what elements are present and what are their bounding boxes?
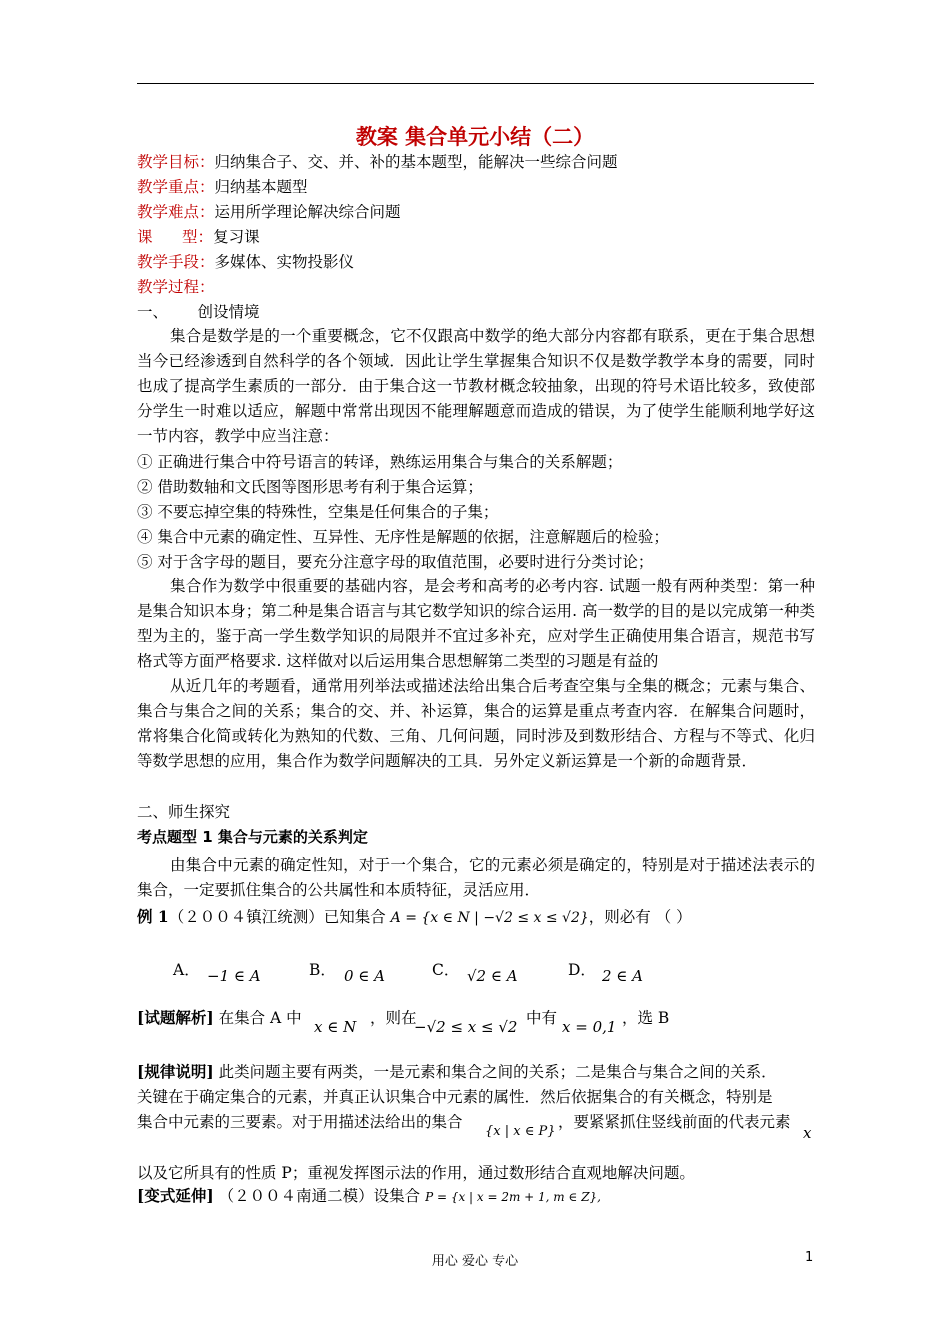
page-number: 1 [805, 1250, 814, 1265]
section-heading-2: 二、师生探究 [137, 803, 231, 821]
option-d-expr: 2 ∈ A [602, 967, 644, 985]
option-b: B． [309, 961, 336, 979]
paragraph-recent-exams: 从近几年的考题看，通常用列举法或描述法给出集合后考查空集与全集的概念；元素与集合、集合与集合之间的关系；集合的交、并、补运算，集合的运算是重点考查内容．在解集合问题时，常将集合化简或转化为熟知的代数、三角、几何问题，同时涉及到数形结合、方程与不等式、化归等数学思想的应用，集合作为数学问题解决的工具．另外定义新运算是一个新的命题背景． [137, 677, 815, 770]
option-c-expr: √2 ∈ A [467, 967, 518, 985]
rule-line-2: 关键在于确定集合的元素，并真正认识集合中元素的属性．然后依据集合的有关概念，特别是 [137, 1088, 773, 1106]
meta-focus: 教学重点：归纳基本题型 [137, 178, 308, 196]
topic-heading: 考点题型 1 集合与元素的关系判定 [137, 828, 368, 846]
meta-process: 教学过程： [137, 278, 215, 296]
analysis-text-3: 中有 [526, 1009, 558, 1027]
rule-line-1: [规律说明] 此类问题主要有两类，一是元素和集合之间的关系；二是集合与集合之间的关系． [137, 1062, 777, 1081]
list-item: ② 借助数轴和文氏图等图形思考有利于集合运算； [137, 478, 483, 496]
meta-goal: 教学目标：归纳集合子、交、并、补的基本题型，能解决一些综合问题 [137, 153, 618, 171]
set-expression: A = {x ∈ N | −√2 ≤ x ≤ √2} [390, 910, 589, 926]
analysis-math-2: −√2 ≤ x ≤ √2 [414, 1018, 518, 1036]
analysis-math-1: x ∈ N [314, 1018, 357, 1036]
paragraph-topic-intro: 由集合中元素的确定性知，对于一个集合，它的元素必须是确定的，特别是对于描述法表示的集合，一定要抓住集合的公共属性和本质特征，灵活应用． [137, 856, 815, 899]
example-1-statement: 例 1（２００４镇江统测）已知集合 A = {x ∈ N | −√2 ≤ x ≤ √2}，则必有 （ ） [137, 907, 692, 926]
list-item: ① 正确进行集合中符号语言的转译，熟练运用集合与集合的关系解题； [137, 453, 623, 471]
analysis-math-3: x = 0,1 [562, 1018, 617, 1036]
rule-set-expr: {x | x ∈ P} [485, 1124, 556, 1139]
meta-means: 教学手段：多媒体、实物投影仪 [137, 253, 355, 271]
analysis-text-4: ，选 B [622, 1009, 670, 1027]
footer-text: 用心 爱心 专心 [431, 1254, 519, 1269]
option-d: D． [568, 961, 596, 979]
variant-set-expr: P = {x | x = 2m + 1, m ∈ Z}, [425, 1190, 601, 1204]
meta-difficulty: 教学难点：运用所学理论解决综合问题 [137, 203, 401, 221]
analysis-line: [试题解析] 在集合 A 中 [137, 1008, 302, 1027]
section-heading-1: 一、 创设情境 [137, 303, 260, 321]
rule-line-3: 集合中元素的三要素。对于用描述法给出的集合 [137, 1113, 463, 1131]
list-item: ③ 不要忘掉空集的特殊性，空集是任何集合的子集； [137, 503, 499, 521]
rule-line-3b: ，要紧紧抓住竖线前面的代表元素 [558, 1113, 791, 1131]
variant-line: [变式延伸] （２００４南通二模）设集合 P = {x | x = 2m + 1, m ∈ Z}, [137, 1186, 601, 1205]
list-item: ⑤ 对于含字母的题目，要充分注意字母的取值范围，必要时进行分类讨论； [137, 553, 654, 571]
page-title: 教案 集合单元小结（二） [355, 125, 595, 149]
option-b-expr: 0 ∈ A [344, 967, 386, 985]
option-c: C． [432, 961, 460, 979]
option-a: A． [173, 961, 200, 979]
paragraph-intro: 集合是数学是的一个重要概念，它不仅跟高中数学的绝大部分内容都有联系，更在于集合思想当今已经渗透到自然科学的各个领域．因此让学生掌握集合知识不仅是数学教学本身的需要，同时也成了提高学生素质的一部分．由于集合这一节教材概念较抽象，出现的符号术语比较多，致使部分学生一时难以适应，解题中常常出现因不能理解题意而造成的错误，为了使学生能顺利地学好这一节内容，教学中应当注意： [137, 327, 815, 445]
paragraph-exam-types: 集合作为数学中很重要的基础内容，是会考和高考的必考内容. 试题一般有两种类型：第一种是集合知识本身；第二种是集合语言与其它数学知识的综合运用. 高一数学的目的是以完成第一种类型为主的，鉴于高一学生数学知识的局限并不宜过多补充，应对学生正确使用集合语言，规范书写格式等方面严格要求. 这样做对以后运用集合思想解第二类型的习题是有益的 [137, 577, 815, 670]
rule-line-4: 以及它所具有的性质 P；重视发挥图示法的作用，通过数形结合直观地解决问题。 [137, 1164, 695, 1182]
header-rule [137, 83, 814, 84]
meta-type: 课 型：复习课 [137, 228, 260, 246]
option-a-expr: −1 ∈ A [207, 967, 261, 985]
rule-var-x: x [803, 1124, 812, 1142]
list-item: ④ 集合中元素的确定性、互异性、无序性是解题的依据，注意解题后的检验； [137, 528, 669, 546]
analysis-text-2: ，则在 [370, 1009, 417, 1027]
